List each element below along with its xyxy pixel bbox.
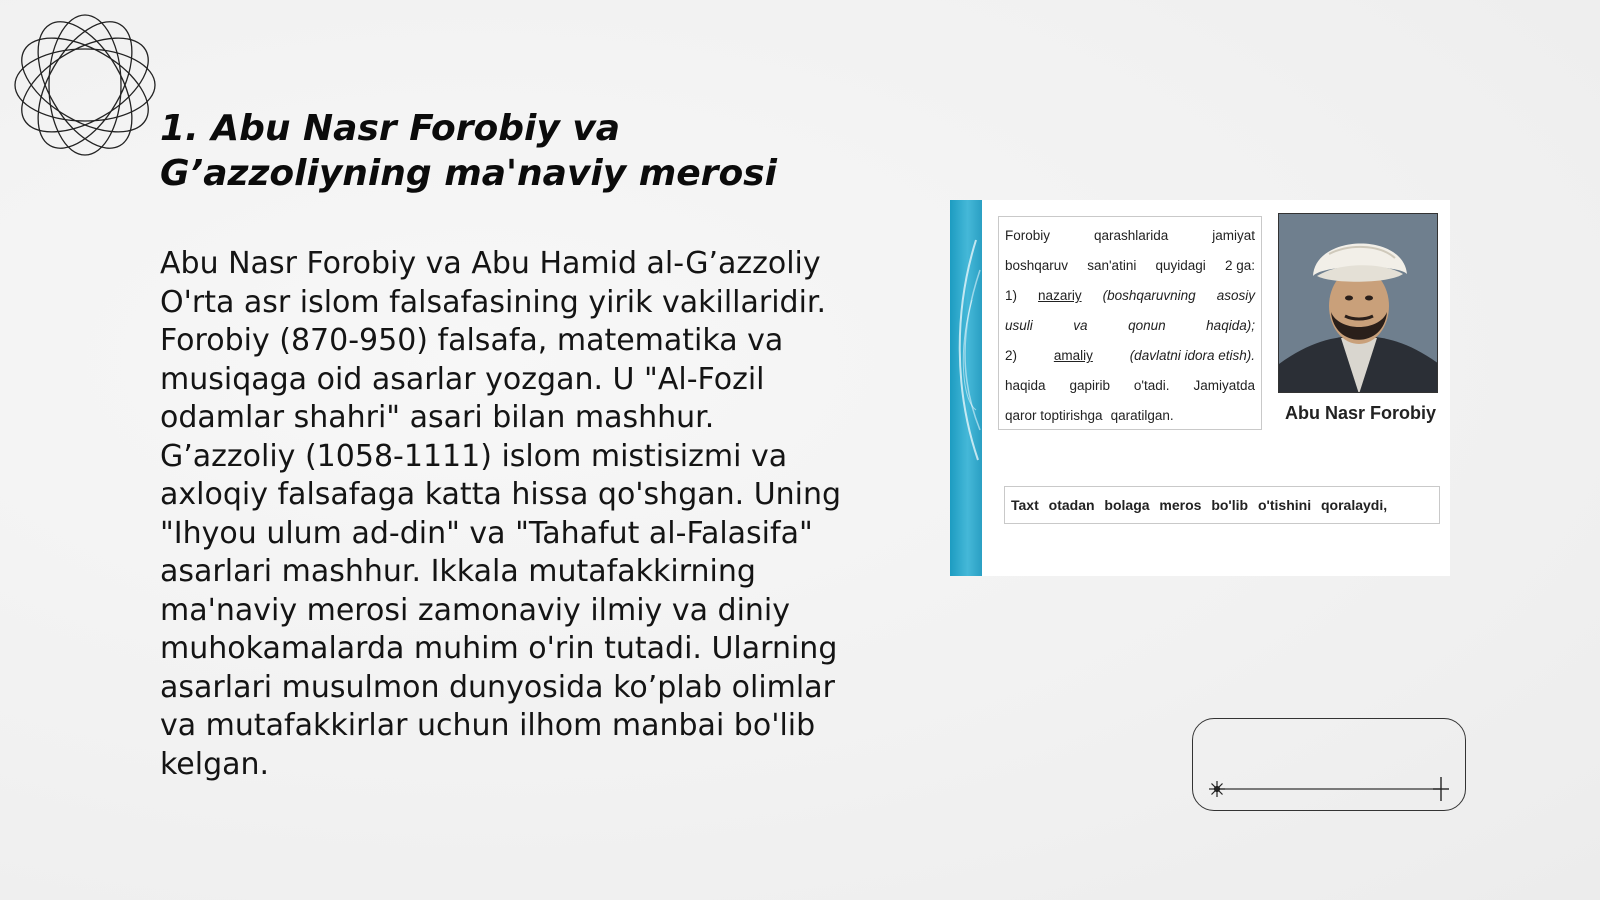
slide-title: 1. Abu Nasr Forobiy va G’azzoliyning ma'naviy merosi xyxy=(160,108,777,194)
panel-accent-strip xyxy=(950,200,982,576)
quote-line: usuli va qonun haqida); xyxy=(1005,318,1255,333)
slide-body-text: Abu Nasr Forobiy va Abu Hamid al-G’azzoliy O'rta asr islom falsafasining yirik vakillaridir. Forobiy (870-950) falsafa, matematika va musiqaga oid asarlar yozgan. U "Al-Fozil odamlar shahri" asari bilan mashhur. G’azzoliy (1058-1111) islom mistisizmi va axloqiy falsafaga katta hissa qo'shgan. Uning "Ihyou ulum ad-din" va "Tahafut al-Falasifa" asarlari mashhur. Ikkala mutafakkirning ma'naviy merosi zamonaviy ilmiy va diniy muhokamalarda muhim o'rin tutadi. Ularning asarlari musulmon dunyosida ko’plab olimlar va mutafakkirlar uchun ilhom manbai bo'lib kelgan. xyxy=(160,246,842,782)
quote-line: 2) amaliy (davlatni idora etish). xyxy=(1005,348,1255,363)
sparkle-icon xyxy=(1209,781,1225,797)
note-box: Taxt otadan bolaga meros bo'lib o'tishini qoralaydi, xyxy=(1004,486,1440,524)
image-panel xyxy=(950,200,1450,576)
plus-star-icon xyxy=(1433,777,1449,801)
quote-line: 1) nazariy (boshqaruvning asosiy xyxy=(1005,288,1255,303)
portrait-caption: Abu Nasr Forobiy xyxy=(1284,403,1436,423)
quote-line: qaror toptirishga qaratilgan. xyxy=(1005,408,1174,423)
orbit-rings-icon xyxy=(10,10,160,160)
forobiy-portrait xyxy=(1278,213,1438,393)
forobiy-quote-box xyxy=(998,216,1262,430)
quote-line: Forobiy qarashlarida jamiyat xyxy=(1005,228,1255,243)
quote-line: boshqaruv san'atini quyidagi 2 ga: xyxy=(1005,258,1255,273)
decorative-line-frame xyxy=(1192,718,1466,811)
quote-line: haqida gapirib o'tadi. Jamiyatda xyxy=(1005,378,1255,393)
